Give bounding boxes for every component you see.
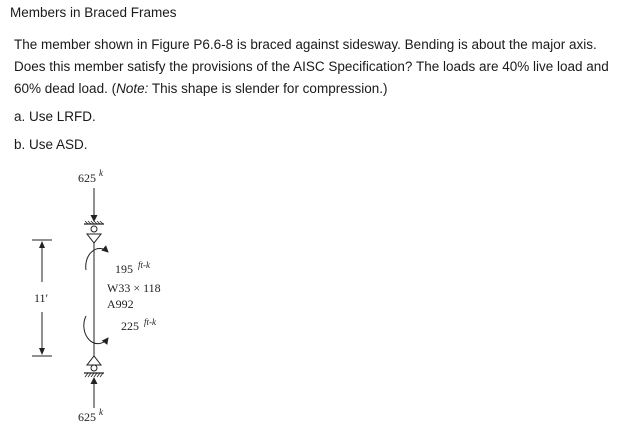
problem-text: The member shown in Figure P6.6-8 is braced against sidesway. Bending is about the major axis. Does this member satisfy the provisions of the AISC Specification? The loads are 40% live load and 60% dead load. ( [14,37,609,96]
bottom-moment-unit: ft-k [144,317,156,327]
top-moment-arrow [86,249,108,270]
part-b: b. Use ASD. [14,137,88,152]
top-support [84,221,104,243]
top-moment-value: 195 [115,262,133,276]
note-text: This shape is slender for compression.) [148,81,388,96]
bottom-load-value: 625 [78,410,96,424]
bottom-support [84,356,104,377]
top-load-unit: k [99,168,103,178]
section-designation: W33 × 118 [107,281,161,295]
bottom-moment-value: 225 [121,319,139,333]
note-label: Note: [116,81,149,96]
bottom-moment-arrow [84,316,108,344]
section-heading: Members in Braced Frames [10,5,177,20]
steel-grade: A992 [107,297,134,311]
length-label: 11′ [34,291,49,305]
top-load-value: 625 [78,171,96,185]
top-moment-unit: ft-k [138,260,150,270]
bottom-load-unit: k [99,407,103,417]
part-a: a. Use LRFD. [14,109,96,124]
